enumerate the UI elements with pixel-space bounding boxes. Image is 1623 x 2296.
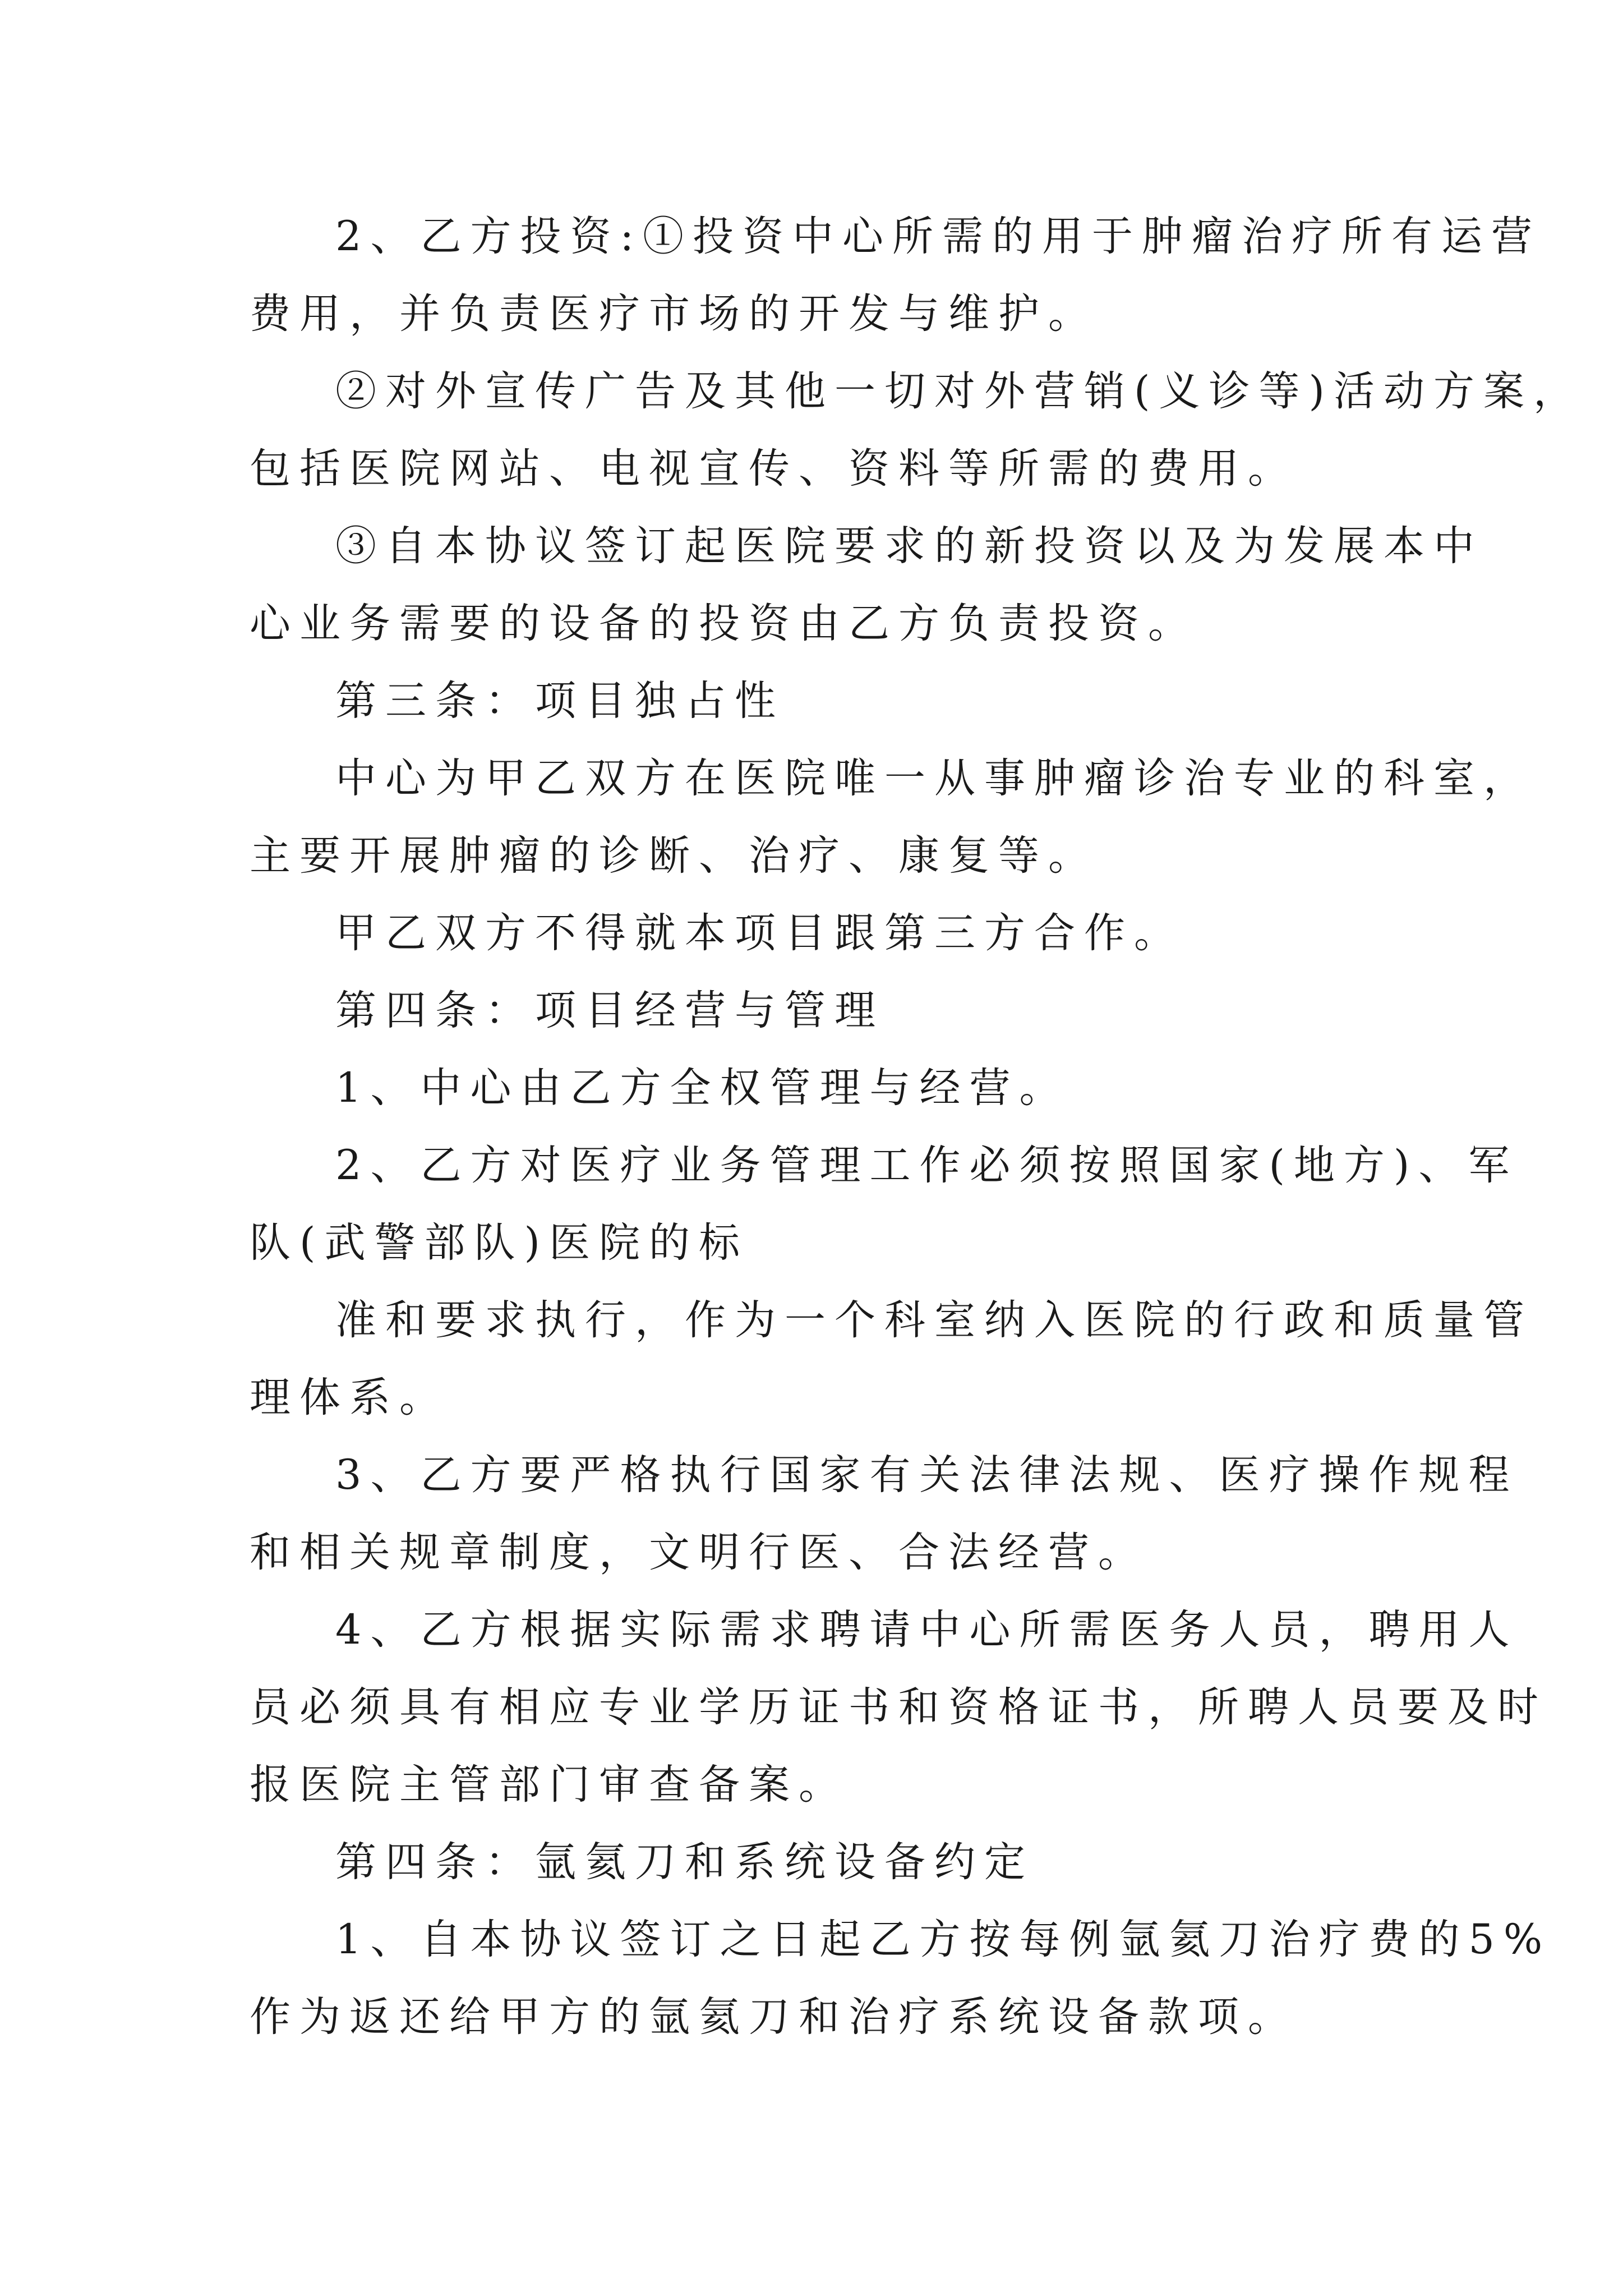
paragraph-management-item-2-line-2: 队(武警部队)医院的标 <box>250 1219 749 1267</box>
paragraph-management-item-2-line-4: 理体系。 <box>250 1374 449 1421</box>
paragraph-management-item-2-line-1: 2、乙方对医疗业务管理工作必须按照国家(地方)、军 <box>335 1142 1519 1189</box>
paragraph-new-investment-line-1: ③自本协议签订起医院要求的新投资以及为发展本中 <box>335 522 1483 570</box>
paragraph-management-item-3-line-1: 3、乙方要严格执行国家有关法律法规、医疗操作规程 <box>335 1451 1519 1499</box>
paragraph-management-item-4-line-2: 员必须具有相应专业学历证书和资格证书，所聘人员要及时 <box>250 1683 1547 1731</box>
paragraph-exclusivity-line-2: 主要开展肿瘤的诊断、治疗、康复等。 <box>250 832 1098 880</box>
paragraph-investment-line-2: 费用，并负责医疗市场的开发与维护。 <box>250 290 1098 338</box>
paragraph-advertising-line-1: ②对外宣传广告及其他一切对外营销(义诊等)活动方案， <box>335 367 1583 415</box>
paragraph-equipment-item-1-line-1: 1、自本协议签订之日起乙方按每例氩氦刀治疗费的5% <box>335 1916 1552 1963</box>
paragraph-no-third-party: 甲乙双方不得就本项目跟第三方合作。 <box>335 909 1184 957</box>
paragraph-investment-line-1: 2、乙方投资:①投资中心所需的用于肿瘤治疗所有运营 <box>335 213 1542 260</box>
paragraph-equipment-item-1-line-2: 作为返还给甲方的氩氦刀和治疗系统设备款项。 <box>250 1993 1298 2041</box>
section-heading-exclusivity: 第三条：项目独占性 <box>335 677 785 725</box>
paragraph-management-item-3-line-2: 和相关规章制度，文明行医、合法经营。 <box>250 1529 1148 1576</box>
paragraph-management-item-2-line-3: 准和要求执行，作为一个科室纳入医院的行政和质量管 <box>335 1296 1533 1344</box>
paragraph-exclusivity-line-1: 中心为甲乙双方在医院唯一从事肿瘤诊治专业的科室， <box>335 754 1533 802</box>
paragraph-new-investment-line-2: 心业务需要的设备的投资由乙方负责投资。 <box>250 600 1198 647</box>
paragraph-management-item-1: 1、中心由乙方全权管理与经营。 <box>335 1064 1069 1112</box>
section-heading-equipment: 第四条：氩氦刀和系统设备约定 <box>335 1838 1034 1886</box>
section-heading-management: 第四条：项目经营与管理 <box>335 987 884 1034</box>
paragraph-management-item-4-line-1: 4、乙方根据实际需求聘请中心所需医务人员，聘用人 <box>335 1606 1519 1654</box>
paragraph-advertising-line-2: 包括医院网站、电视宣传、资料等所需的费用。 <box>250 445 1298 493</box>
paragraph-management-item-4-line-3: 报医院主管部门审查备案。 <box>250 1761 849 1809</box>
